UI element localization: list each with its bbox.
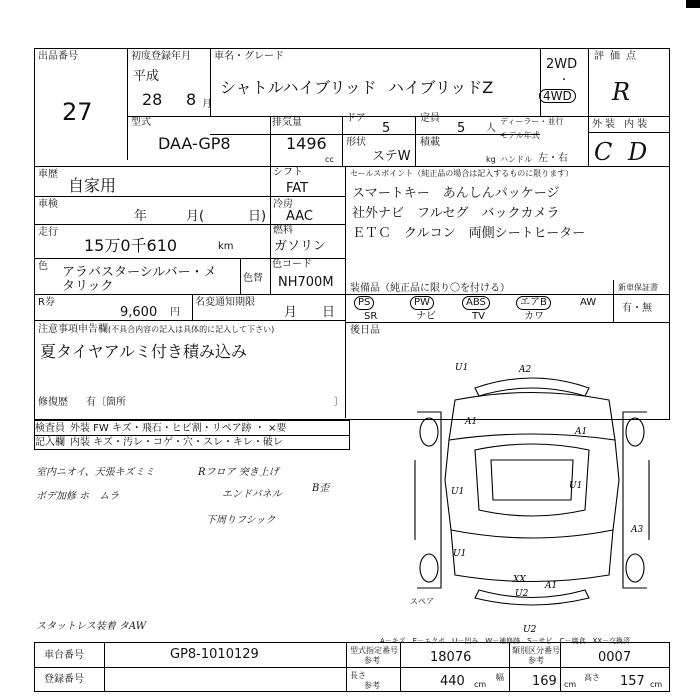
mark-u2: U2: [515, 589, 529, 599]
dealer-label: ディーラー・並行: [500, 117, 564, 126]
equip-ps: PS: [354, 296, 374, 310]
mileage-unit: km: [218, 241, 234, 252]
repair-close: 〕: [334, 397, 344, 408]
color-value-2: タリック: [62, 279, 114, 294]
category-number-value: 0007: [598, 650, 632, 665]
mark-u1-top: U1: [455, 363, 469, 373]
shape-label: 形状: [346, 137, 366, 148]
width-label: 幅: [496, 673, 504, 682]
inspection-day: 日): [248, 209, 267, 224]
length-unit: cm: [474, 680, 487, 689]
ref-1: 参考: [364, 656, 380, 665]
handle-label: ハンドル: [500, 155, 532, 164]
equip-pw: PW: [410, 296, 434, 310]
ref-2: 参考: [528, 656, 544, 665]
capacity-label: 定員: [420, 113, 440, 124]
notes-sublabel: (不具合内容の記入は具体的に記入して下さい): [108, 325, 275, 334]
drive-2wd: 2WD: [546, 57, 578, 72]
reg-month-unit: 月: [202, 99, 212, 110]
reg-label: 登録番号: [44, 674, 84, 685]
shape-value: ステW: [372, 149, 411, 164]
ac-label: 冷房: [273, 199, 293, 210]
auction-sheet: 出品番号 27 初度登録年月 平成 28 8 月 車名・グレード シャトルハイブリッド ハイブリッドZ 2WD ・ 4WD 評価点 R 型式 DAA-GP8 排気量 1496 cc ドア 5 定員 5 人 ディーラー・並行 モデル年式 形状 ステW 積載 kg ハンドル 左・右 外装 内装 C D 車歴 自家用 車検 年 月( 日) 走行 15万0千610 km シフト FAT 冷房 AAC 燃料 ガソリン 色 アラバスターシルバー・メ タリック 色替 色コード NH700M R券 9,600 円 名変通知期限 月 日 セールスポイント（純正品の場合は記入するものに限ります） スマートキー あんしんパッケージ 社外ナビ フルセグ バックカメラ ＥＴＣ クルコン 両側シートヒーター 装備品（純正品に限り〇を付ける） PS PW ABS エアB AW SR ナビ TV カワ 新車保証書 有・無 後日品 注意事項申告欄 (不具合内容の記入は具体的に記入して下さい) 夏タイヤアルミ付き積み込み 修復歴 有〔箇所 〕 検査員 記入欄 外装 FW キズ・飛石・ヒビ割・リペア跡 ・ ×要 内装 キズ・汚レ・コゲ・穴・スレ・キレ・破レ 室内ニオイ、天張キズミミ ボデ加修 ホ ムラ Rフロア 突き上げ エンドパネル B歪 下周りフシック スタットレス装着 タAW U1 A2 A1 A1 U1 U1 A3 U1 XX U2 U2 A1 スペア A－キズ E－エクボ U－凹み W－補修跡 S－サビ C－腐食 XX－交換済 車台番号 GP8-1010129 登録番号 型式指定番号 参考 18076 類別区分番号 参考 0007 長さ 参考 440 cm 幅 169 cm 高さ 157 cm: [0, 0, 700, 700]
memo-2: ボデ加修 ホ ムラ: [36, 491, 120, 502]
mark-a3: A3: [631, 525, 644, 535]
color-code-value: NH700M: [278, 275, 334, 290]
rear-seat-label: 後日品: [350, 325, 380, 336]
color-value-1: アラバスターシルバー・メ: [62, 265, 217, 280]
warranty-label: 新車保証書: [618, 283, 658, 292]
width-value: 169: [532, 674, 557, 689]
height-label: 高さ: [584, 673, 600, 682]
spare-label: スペア: [410, 597, 434, 606]
equip-airbag: エアB: [516, 296, 551, 310]
height-unit: cm: [650, 680, 663, 689]
reg-month: 8: [186, 90, 197, 109]
color-change-label: 色替: [243, 273, 263, 284]
handle-value: 左・右: [538, 153, 568, 164]
mark-u1-bottom: U1: [453, 549, 467, 559]
inspector-label-2: 記入欄: [35, 437, 65, 448]
type-value: DAA-GP8: [158, 134, 231, 153]
shift-value: FAT: [286, 181, 309, 196]
mark-u2-rear: U2: [523, 625, 537, 635]
interior-grade: D: [628, 138, 648, 166]
deadline-month: 月: [284, 305, 298, 320]
reg-year: 28: [142, 90, 163, 109]
memo-1: 室内ニオイ、天張キズミミ: [36, 467, 155, 478]
sales-points-label: セールスポイント（純正品の場合は記入するものに限ります）: [350, 169, 574, 178]
ext-int-label: 外装 内装: [592, 119, 651, 130]
grade-name: ハイブリッドZ: [388, 78, 494, 97]
sales-point-3: ＥＴＣ クルコン 両側シートヒーター: [352, 226, 586, 241]
model-grade-label: 車名・グレード: [214, 51, 284, 62]
mark-xx: XX: [513, 575, 526, 585]
category-number-label: 類別区分番号: [512, 646, 560, 655]
memo-5: B歪: [312, 483, 330, 494]
kg-unit: kg: [486, 155, 496, 164]
mark-a1-left: A1: [465, 417, 478, 427]
score-label: 評価点: [594, 51, 642, 62]
memo-4: エンドパネル: [222, 489, 282, 500]
equip-abs: ABS: [462, 296, 490, 310]
notes-text: 夏タイヤアルミ付き積み込み: [40, 342, 248, 361]
car-diagram: [395, 360, 670, 640]
color-label: 色: [38, 261, 48, 272]
repair-value: 有〔箇所: [86, 397, 126, 408]
mileage-label: 走行: [38, 227, 58, 238]
inspector-int-row: 内装 キズ・汚レ・コゲ・穴・スレ・キレ・破レ: [70, 437, 283, 448]
length-value: 440: [440, 674, 465, 689]
doors-label: ドア: [346, 113, 366, 124]
first-reg-label: 初度登録年月: [131, 51, 191, 62]
equipment-label: 装備品（純正品に限り〇を付ける）: [350, 283, 510, 294]
equip-leather: カワ: [524, 311, 544, 322]
equip-sr: SR: [364, 311, 378, 322]
mark-u1-right: U1: [569, 481, 583, 491]
mark-a1-rear: A1: [545, 581, 558, 591]
mark-a1-right: A1: [575, 427, 588, 437]
type-designation-value: 18076: [430, 650, 472, 665]
capacity-value: 5: [457, 121, 466, 136]
sales-point-1: スマートキー あんしんパッケージ: [352, 186, 560, 201]
notes-label: 注意事項申告欄: [38, 324, 108, 335]
inspector-label-1: 検査員: [35, 423, 65, 434]
cc-unit: cc: [325, 155, 334, 164]
inspection-label: 車検: [38, 199, 58, 210]
memo-7: スタットレス装着 タAW: [36, 621, 146, 632]
inspection-year: 年: [134, 209, 148, 224]
doors-value: 5: [382, 121, 391, 136]
capacity-unit: 人: [486, 123, 496, 134]
width-unit: cm: [564, 680, 577, 689]
drive-4wd: 4WD: [539, 89, 576, 103]
memo-6: 下周りフシック: [206, 515, 276, 526]
ref-3: 参考: [364, 681, 380, 690]
model-year-label: モデル年式: [500, 131, 540, 140]
repair-label: 修復歴: [38, 397, 68, 408]
memo-3: Rフロア 突き上げ: [198, 467, 279, 478]
fuel-label: 燃料: [273, 225, 293, 236]
category-label: 車歴: [38, 169, 58, 180]
mileage-value: 15万0千610: [84, 236, 178, 255]
length-label: 長さ: [350, 671, 366, 680]
mark-a2-top: A2: [519, 365, 532, 375]
ac-value: AAC: [286, 209, 313, 224]
chassis-value: GP8-1010129: [170, 647, 259, 662]
recycle-label: R券: [38, 297, 55, 308]
load-label: 積載: [420, 137, 440, 148]
inspection-month: 月(: [186, 209, 205, 224]
mark-u1-left: U1: [451, 487, 465, 497]
fuel-value: ガソリン: [274, 239, 327, 254]
equip-aw: AW: [580, 297, 597, 308]
deadline-label: 名変通知期限: [195, 297, 255, 308]
color-code-label: 色コード: [272, 259, 312, 270]
chassis-label: 車台番号: [44, 650, 84, 661]
equip-navi: ナビ: [416, 311, 436, 322]
shift-label: シフト: [273, 167, 303, 178]
lot-label: 出品番号: [38, 51, 78, 62]
model-name: シャトルハイブリッド: [220, 78, 377, 97]
category-value: 自家用: [68, 176, 117, 195]
score-value: R: [612, 78, 631, 106]
legend: A－キズ E－エクボ U－凹み W－補修跡 S－サビ C－腐食 XX－交換済: [380, 637, 631, 645]
sales-point-2: 社外ナビ フルセグ バックカメラ: [352, 206, 560, 221]
exterior-grade: C: [594, 138, 613, 166]
recycle-unit: 円: [170, 307, 180, 318]
corner-mark: [686, 0, 700, 8]
deadline-day: 日: [322, 305, 336, 320]
type-designation-label: 型式指定番号: [350, 646, 398, 655]
warranty-value: 有・無: [622, 303, 652, 314]
recycle-value: 9,600: [120, 305, 158, 320]
type-label: 型式: [131, 117, 151, 128]
displacement-value: 1496: [286, 134, 327, 153]
height-value: 157: [620, 674, 645, 689]
displacement-label: 排気量: [272, 117, 302, 128]
equip-tv: TV: [472, 311, 485, 322]
era: 平成: [133, 69, 160, 84]
inspector-ext-row: 外装 FW キズ・飛石・ヒビ割・リペア跡 ・ ×要: [70, 423, 287, 434]
lot-number: 27: [62, 98, 93, 126]
